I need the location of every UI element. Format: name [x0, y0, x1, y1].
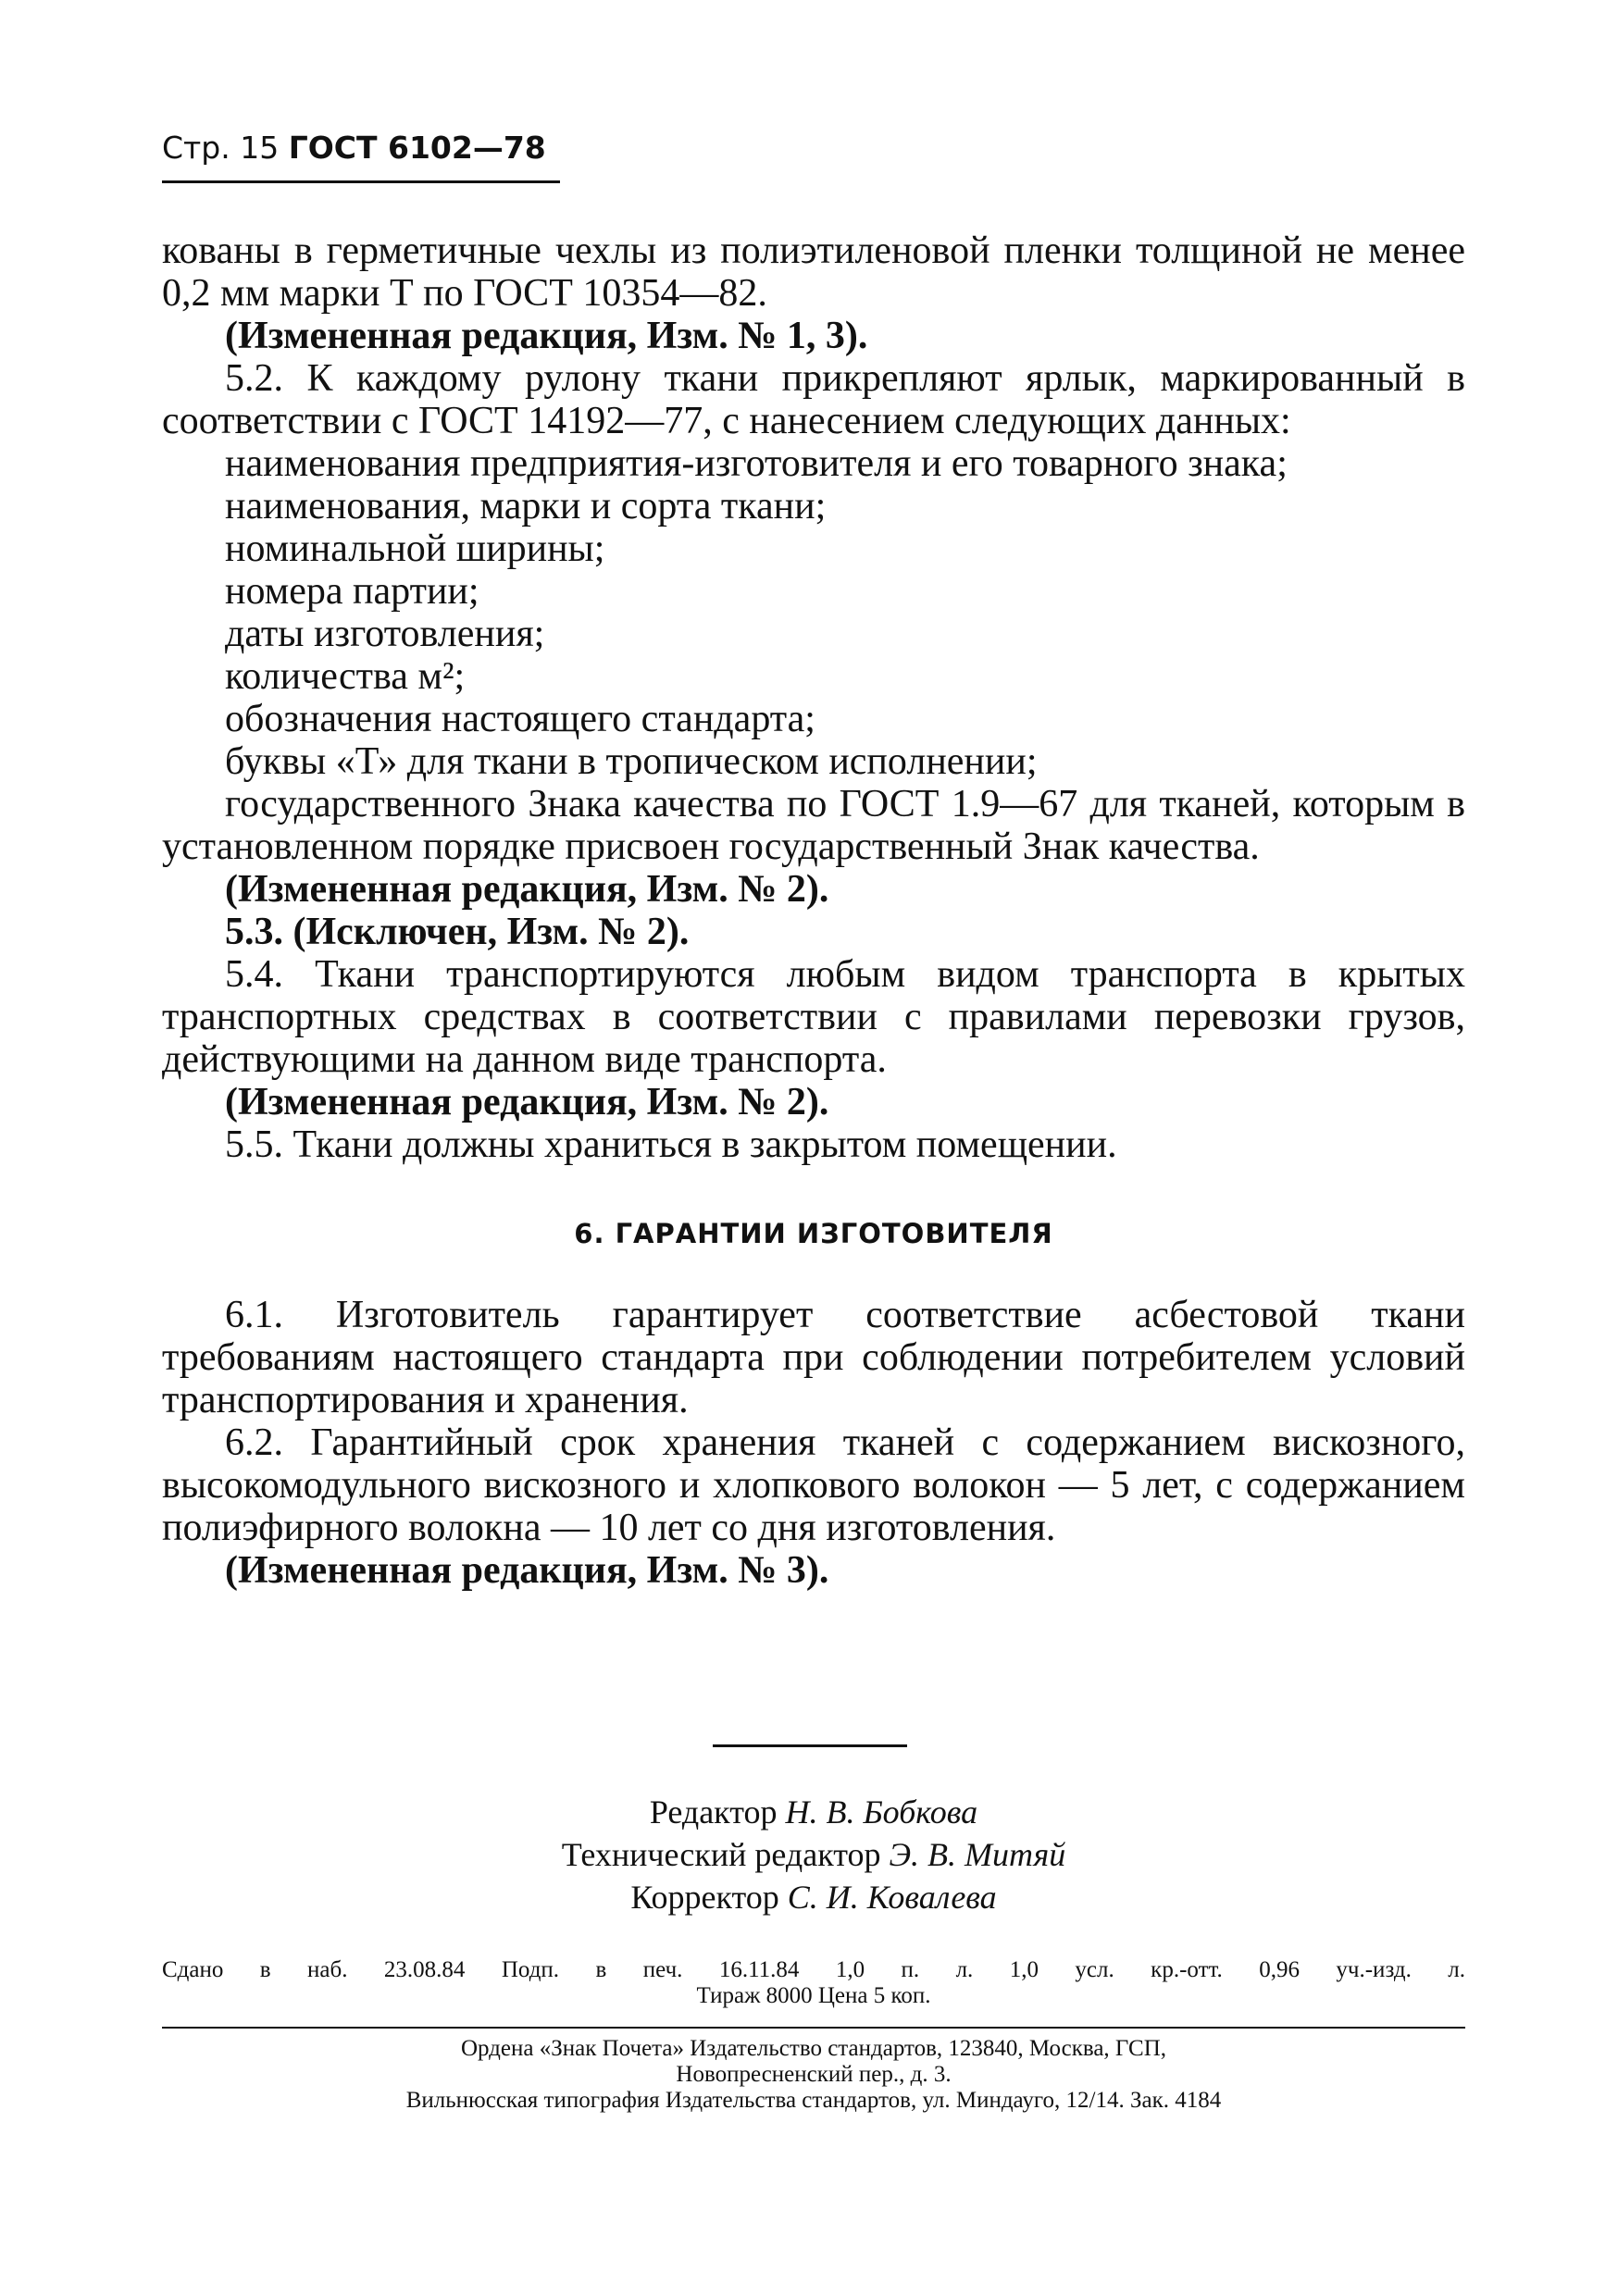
change-note: (Измененная редакция, Изм. № 2). — [225, 1081, 829, 1123]
editor-role: Редактор — [649, 1793, 778, 1831]
header-rule — [162, 180, 560, 183]
editor-line — [162, 1791, 1465, 1833]
printer-line: Вильнюсская типография Издательства стандартов, ул. Миндауго, 12/14. Зак. 4184 — [405, 2088, 1222, 2113]
page-header — [162, 130, 546, 166]
page-number: Стр. 15 — [162, 130, 280, 166]
tech-editor-name: Э. В. Митяй — [889, 1836, 1066, 1873]
imprint-line-2: Тираж 8000 Цена 5 коп. — [696, 1983, 931, 2008]
imprint-line-1: Сдано в наб. 23.08.84 Подп. в печ. 16.11.84 1,0 п. л. 1,0 усл. кр.-отт. 0,96 уч.-изд. л. — [162, 1957, 1465, 1982]
list-item: обозначения настоящего стандарта; — [225, 698, 815, 740]
corrector-line — [162, 1876, 1465, 1918]
list-item: наименования, марки и сорта ткани; — [225, 485, 827, 527]
change-note: (Измененная редакция, Изм. № 2). — [225, 868, 829, 911]
publisher-line-1: Ордена «Знак Почета» Издательство стандартов, 123840, Москва, ГСП, — [460, 2036, 1167, 2061]
paragraph-6-1: 6.1. Изготовитель гарантирует соответствие асбестовой ткани требованиям настоящего стандарта при соблюдении потребителем условий транспортирования и хранения. — [162, 1294, 1465, 1421]
list-item: даты изготовления; — [225, 613, 545, 655]
paragraph-5-5: 5.5. Ткани должны храниться в закрытом помещении. — [225, 1123, 1117, 1166]
list-item-last: государственного Знака качества по ГОСТ 1.9—67 для тканей, которым в установленном порядке присвоен государственный Знак качества. — [162, 783, 1465, 868]
imprint-block — [162, 1957, 1465, 2009]
change-note: (Измененная редакция, Изм. № 3). — [225, 1549, 829, 1592]
imprint-rule — [162, 2027, 1465, 2029]
standard-number: ГОСТ 6102—78 — [288, 130, 546, 166]
paragraph-6-2: 6.2. Гарантийный срок хранения тканей с содержанием вискозного, высокомодульного вискозного и хлопкового волокон — 5 лет, с содержанием полиэфирного волокна — 10 лет со дня изготовления. — [162, 1421, 1465, 1549]
publisher-line-2: Новопресненский пер., д. 3. — [676, 2062, 952, 2087]
paragraph-5-3: 5.3. (Исключен, Изм. № 2). — [225, 911, 690, 953]
editor-name: Н. В. Бобкова — [785, 1793, 978, 1831]
publisher-block — [162, 2036, 1465, 2114]
credits-block — [162, 1791, 1465, 1918]
change-note: (Измененная редакция, Изм. № 1, 3). — [225, 315, 868, 357]
tech-editor-line — [162, 1833, 1465, 1876]
section-6-title: 6. ГАРАНТИИ ИЗГОТОВИТЕЛЯ — [574, 1218, 1053, 1249]
paragraph-5-4: 5.4. Ткани транспортируются любым видом транспорта в крытых транспортных средствах в соответствии с правилами перевозки грузов, действующими на данном виде транспорта. — [162, 953, 1465, 1081]
corrector-role: Корректор — [630, 1879, 779, 1916]
corrector-name: С. И. Ковалева — [787, 1879, 997, 1916]
list-item: буквы «Т» для ткани в тропическом исполнении; — [225, 740, 1038, 783]
paragraph-5-1-continuation: кованы в герметичные чехлы из полиэтиленовой пленки толщиной не менее 0,2 мм марки Т по ГОСТ 10354—82. — [162, 230, 1465, 315]
list-item: номинальной ширины; — [225, 527, 605, 570]
list-item: количества м²; — [225, 655, 466, 698]
list-item: номера партии; — [225, 570, 479, 613]
tech-editor-role: Технический редактор — [561, 1836, 881, 1873]
list-item: наименования предприятия-изготовителя и его товарного знака; — [225, 442, 1288, 485]
document-body — [162, 230, 1465, 1592]
separator-rule — [713, 1744, 907, 1747]
paragraph-5-2: 5.2. К каждому рулону ткани прикрепляют ярлык, маркированный в соответствии с ГОСТ 14192—77, с нанесением следующих данных: — [162, 357, 1465, 442]
